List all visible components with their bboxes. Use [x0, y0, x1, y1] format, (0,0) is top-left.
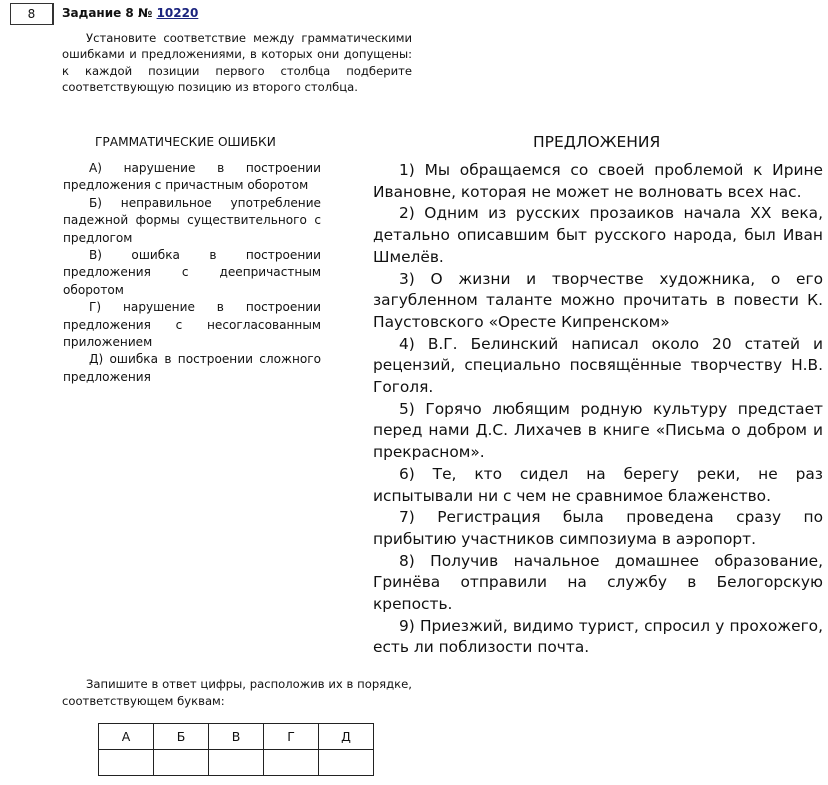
- right-column-heading: ПРЕДЛОЖЕНИЯ: [533, 133, 661, 151]
- answer-header-v: В: [209, 724, 264, 750]
- sentence-9: 9) Приезжий, видимо турист, спросил у прохожего, есть ли поблизости почта.: [373, 616, 823, 657]
- task-title-prefix: Задание 8 №: [62, 6, 157, 20]
- grammar-errors-list: [63, 160, 321, 386]
- task-intro: Установите соответствие между грамматическими ошибками и предложениями, в которых они допущены: к каждой позиции первого столбца подберите соответствующую позицию из второго столбца.: [62, 31, 412, 94]
- answer-header-b: Б: [154, 724, 209, 750]
- answer-header-row: [99, 724, 374, 750]
- answer-header-a: А: [99, 724, 154, 750]
- sentence-7: 7) Регистрация была проведена сразу по прибытию участников симпозиума в аэропорт.: [373, 508, 823, 548]
- answer-cell-g[interactable]: [264, 750, 319, 776]
- error-item-a: А) нарушение в построении предложения с причастным оборотом: [63, 161, 321, 193]
- sentence-5: 5) Горячо любящим родную культуру предстает перед нами Д.С. Лихачев в книге «Письма о добром и прекрасном».: [373, 399, 823, 462]
- sentences-list: [373, 160, 823, 659]
- answer-instruction: Запишите в ответ цифры, расположив их в порядке, соответствующем буквам:: [62, 677, 412, 708]
- error-item-d: Д) ошибка в построении сложного предложения: [63, 352, 321, 384]
- left-column-heading: ГРАММАТИЧЕСКИЕ ОШИБКИ: [95, 135, 276, 149]
- task-number-box: 8: [10, 3, 54, 25]
- answer-header-g: Г: [264, 724, 319, 750]
- sentence-3: 3) О жизни и творчестве художника, о его загубленном таланте можно прочитать в повести К. Паустовского «Оресте Кипренском»: [373, 269, 823, 331]
- answer-cell-v[interactable]: [209, 750, 264, 776]
- sentence-4: 4) В.Г. Белинский написал около 20 статей и рецензий, специально посвящённые творчеству Н.В. Гоголя.: [373, 334, 823, 397]
- error-item-v: В) ошибка в построении предложения с деепричастным оборотом: [63, 248, 321, 297]
- sentence-8: 8) Получив начальное домашнее образование, Гринёва отправили на службу в Белогорскую крепость.: [373, 551, 823, 614]
- answer-header-d: Д: [319, 724, 374, 750]
- error-item-g: Г) нарушение в построении предложения с несогласованным приложением: [63, 300, 321, 350]
- answer-cell-b[interactable]: [154, 750, 209, 776]
- sentence-2: 2) Одним из русских прозаиков начала XX века, детально описавшим быт русского народа, был Иван Шмелёв.: [373, 204, 823, 266]
- answer-cell-a[interactable]: [99, 750, 154, 776]
- answer-cell-d[interactable]: [319, 750, 374, 776]
- task-title: [62, 6, 198, 20]
- sentence-6: 6) Те, кто сидел на берегу реки, не раз испытывали ни с чем не сравнимое блаженство.: [373, 464, 823, 505]
- error-item-b: Б) неправильное употребление падежной формы существительного с предлогом: [63, 195, 321, 245]
- task-id-link[interactable]: 10220: [156, 6, 199, 20]
- answer-table: [98, 723, 374, 776]
- answer-input-row: [99, 750, 374, 776]
- sentence-1: 1) Мы обращаемся со своей проблемой к Ирине Ивановне, которая не может не волновать всех нас.: [373, 161, 823, 201]
